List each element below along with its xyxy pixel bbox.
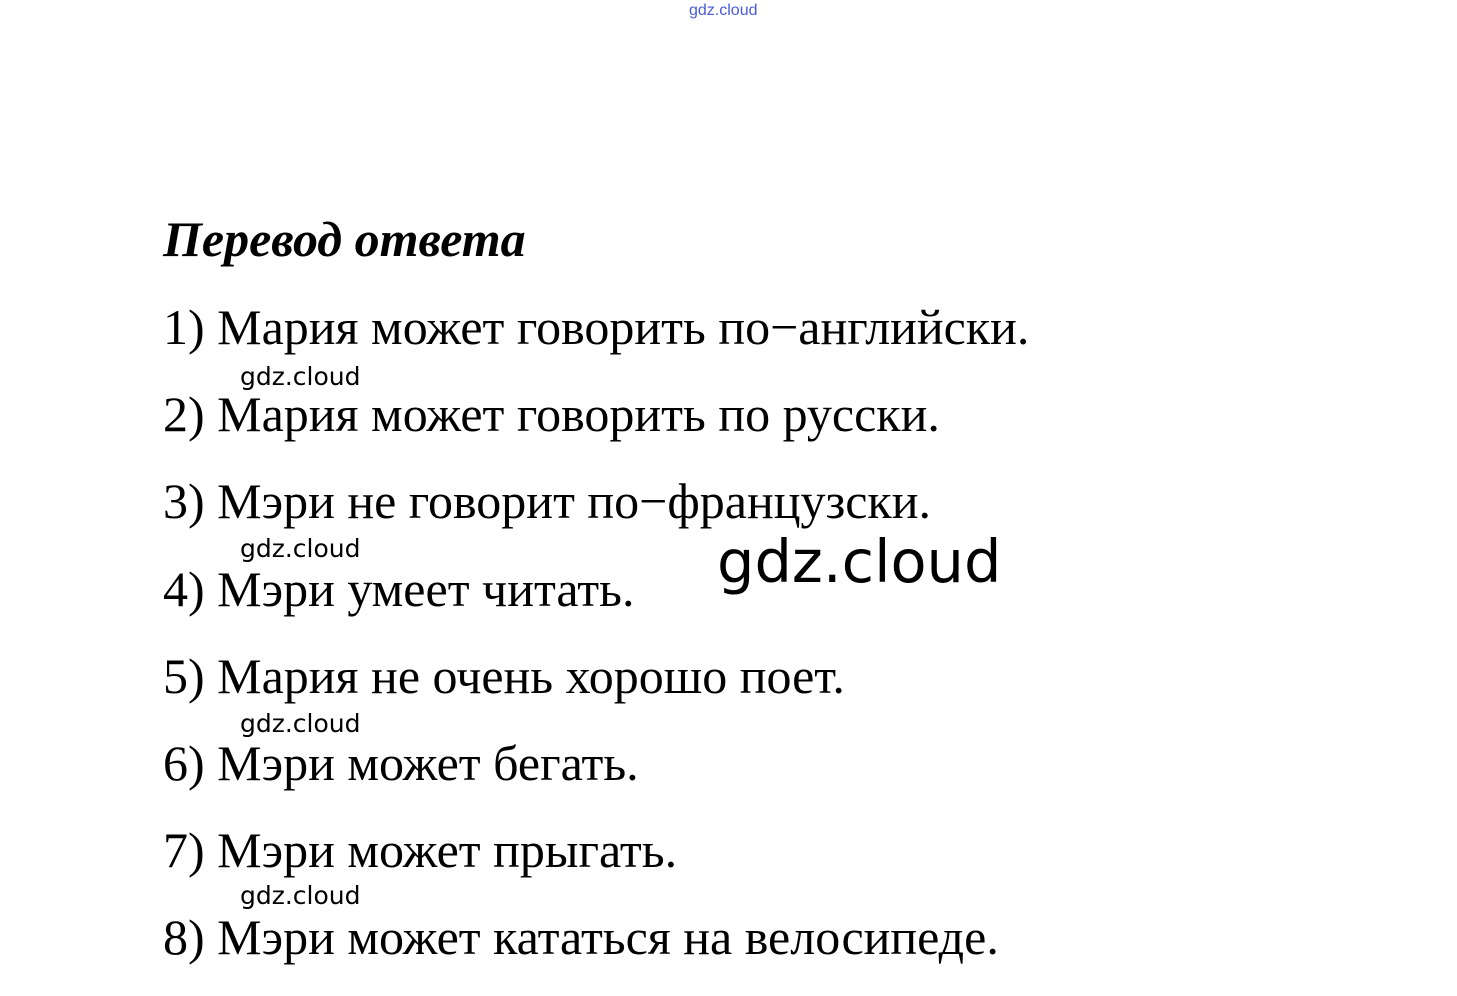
- answer-line-2: 2) Мария может говорить по русски.: [163, 386, 940, 442]
- watermark-text: gdz.cloud: [240, 534, 361, 563]
- answer-line-1: 1) Мария может говорить по−английски.: [163, 299, 1030, 355]
- page-title: Перевод ответа: [163, 211, 526, 267]
- answer-line-4: 4) Мэри умеет читать.: [163, 561, 635, 617]
- watermark-text: gdz.cloud: [240, 362, 361, 391]
- watermark-large-text: gdz.cloud: [717, 527, 1002, 596]
- site-link[interactable]: gdz.cloud: [689, 2, 758, 19]
- answer-line-8: 8) Мэри может кататься на велосипеде.: [163, 909, 999, 965]
- answer-line-7: 7) Мэри может прыгать.: [163, 822, 678, 878]
- watermark-text: gdz.cloud: [240, 709, 361, 738]
- answer-line-3: 3) Мэри не говорит по−французски.: [163, 473, 931, 529]
- answer-line-5: 5) Мария не очень хорошо поет.: [163, 648, 845, 704]
- answer-line-6: 6) Мэри может бегать.: [163, 735, 639, 791]
- watermark-text: gdz.cloud: [240, 881, 361, 910]
